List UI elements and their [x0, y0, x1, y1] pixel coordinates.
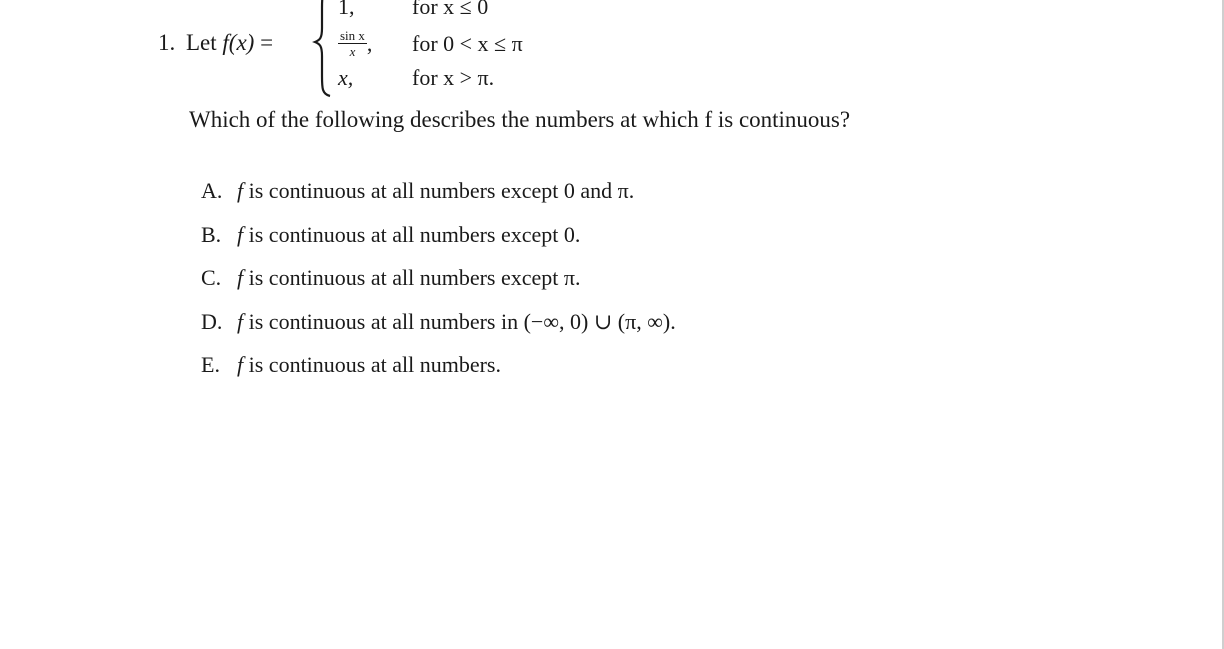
- fraction-numerator: sin x: [340, 28, 365, 44]
- equals-sign: =: [260, 30, 274, 55]
- choice-a: [201, 177, 634, 205]
- choice-f: f: [237, 309, 244, 334]
- case-3-condition: for x > π.: [412, 65, 495, 90]
- choice-text: is continuous at all numbers except π.: [243, 265, 581, 290]
- function-name: f: [222, 30, 229, 55]
- question-number: 1.: [158, 30, 176, 55]
- choice-letter: E.: [201, 352, 220, 377]
- question-text: Which of the following describes the numbers at which f is continuous?: [189, 107, 851, 132]
- choice-e: [201, 351, 501, 379]
- left-brace: [312, 0, 336, 98]
- choice-c: [201, 264, 581, 292]
- case-2-condition: for 0 < x ≤ π: [412, 31, 523, 56]
- choice-letter: A.: [201, 178, 223, 203]
- choice-f: f: [237, 352, 244, 377]
- function-definition-lhs: [186, 29, 273, 57]
- choice-f: f: [237, 178, 244, 203]
- choice-f: f: [237, 222, 244, 247]
- case-1-value: 1,: [338, 0, 355, 19]
- choice-letter: C.: [201, 265, 222, 290]
- case-1-condition: for x ≤ 0: [412, 0, 489, 19]
- case-3-value: x,: [338, 65, 354, 90]
- choice-d: [201, 308, 676, 336]
- fraction-denominator: x: [349, 44, 356, 60]
- choice-text: is continuous at all numbers.: [243, 352, 501, 377]
- sinx-over-x-fraction: [338, 29, 367, 58]
- choice-f: f: [237, 265, 244, 290]
- case-2-comma: ,: [366, 31, 373, 56]
- choice-letter: B.: [201, 222, 222, 247]
- function-argument: (x): [228, 30, 255, 55]
- let-text: Let: [186, 30, 217, 55]
- choice-text: is continuous at all numbers in (−∞, 0) ∪ (π, ∞).: [243, 309, 676, 334]
- case-2-value: [338, 28, 373, 60]
- choice-text: is continuous at all numbers except 0 and π.: [243, 178, 635, 203]
- choice-letter: D.: [201, 309, 223, 334]
- choice-text: is continuous at all numbers except 0.: [243, 222, 581, 247]
- choice-b: [201, 221, 580, 249]
